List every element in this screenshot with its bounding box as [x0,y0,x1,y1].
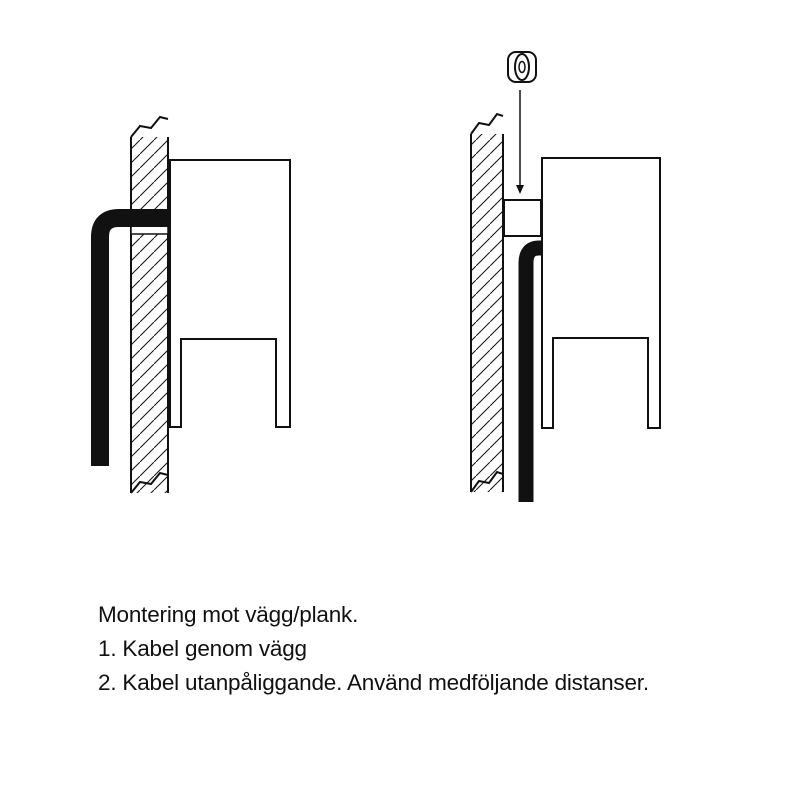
caption [98,598,788,700]
caption-item-2: 2. Kabel utanpåliggande. Använd medföljande distanser. [98,670,649,695]
device-housing-1 [170,160,290,427]
figure-1-cable-through-wall [100,117,290,493]
cable-2 [526,248,543,502]
device-housing-2 [542,158,660,428]
wall-section-1 [131,117,168,493]
figure-2-cable-surface [471,52,660,502]
wall-break-top-1 [131,117,168,137]
caption-title: Montering mot vägg/plank. [98,602,359,627]
caption-item-1: 1. Kabel genom vägg [98,636,307,661]
wall-break-top-2 [471,114,503,134]
spacer-block [504,200,541,236]
insert-arrow [516,90,524,194]
wall-section-2 [471,114,503,492]
spacer-washer-icon [508,52,536,82]
